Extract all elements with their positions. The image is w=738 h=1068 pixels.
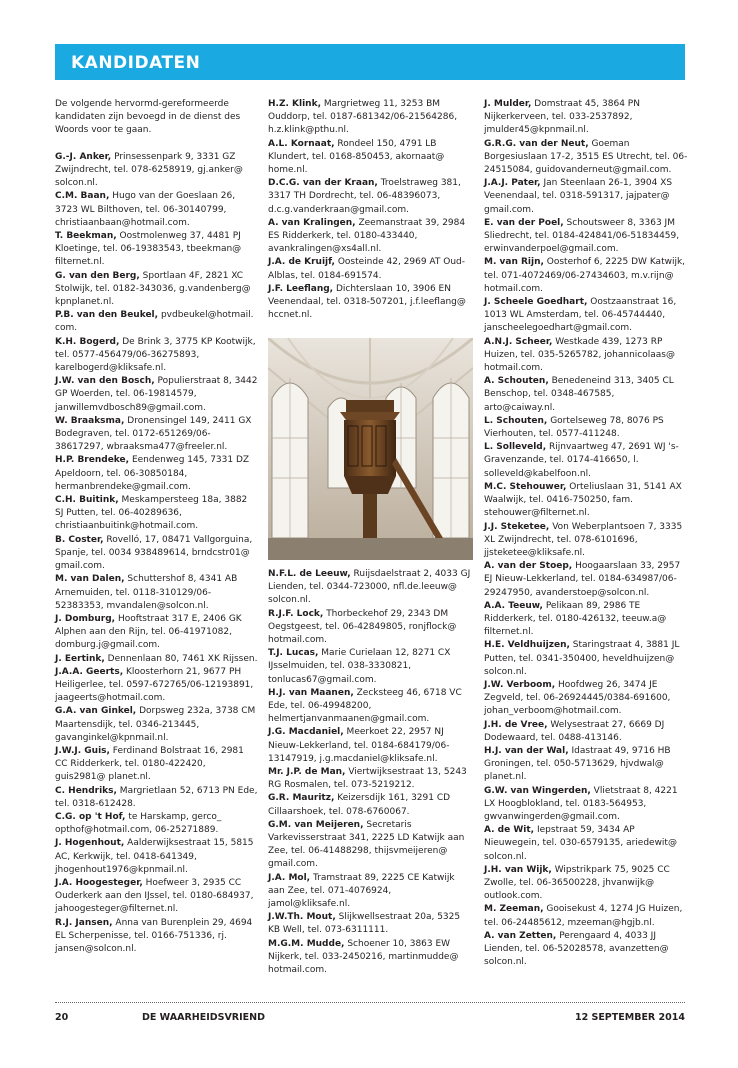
candidate-entry <box>268 911 473 937</box>
candidate-list-2 <box>268 98 473 322</box>
candidate-entry <box>484 375 688 415</box>
column-2-continued <box>268 568 473 977</box>
candidate-details: Oostmolenweg 37, 4481 PJ Kloetinge, tel. 06-19383543, tbeekman@ filternet.nl. <box>55 231 242 268</box>
candidate-details: Jan Steenlaan 26-1, 3904 XS Veenendaal, tel. 0318-591317, jajpater@ gmail.com. <box>484 178 673 215</box>
candidate-details: Schuttershof 8, 4341 AB Arnemuiden, tel. 0118-310129/06-52383353, mvandalen@solcon.nl. <box>55 574 238 611</box>
candidate-entry <box>484 639 688 679</box>
candidate-name: Mr. J.P. de Man, <box>268 767 346 778</box>
candidate-name: J.W. van den Bosch, <box>55 376 155 387</box>
candidate-entry <box>55 534 258 574</box>
candidate-entry <box>55 573 258 613</box>
candidate-details: Oosterhof 6, 2225 DW Katwijk, tel. 071-4072469/06-27434603, m.v.rijn@ hotmail.com. <box>484 257 686 294</box>
candidate-name: C.H. Buitink, <box>55 495 119 506</box>
candidate-name: J.H. de Vree, <box>484 719 548 730</box>
candidate-name: L. Solleveld, <box>484 442 547 453</box>
candidate-name: T.J. Lucas, <box>268 648 319 659</box>
candidate-entry <box>55 811 258 837</box>
candidate-name: J.A.A. Geerts, <box>55 666 124 677</box>
candidate-entry <box>484 930 688 970</box>
column-2 <box>268 98 473 322</box>
candidate-details: Pelikaan 89, 2986 TE Ridderkerk, tel. 0180-426132, teeuw.a@ filternet.nl. <box>484 600 667 638</box>
candidate-name: J.H. van Wijk, <box>484 864 552 875</box>
candidate-name: M. van Rijn, <box>484 257 544 268</box>
candidate-entry <box>55 190 258 230</box>
candidate-entry <box>268 98 473 138</box>
candidate-entry <box>484 785 688 825</box>
candidate-entry <box>55 230 258 270</box>
candidate-entry <box>55 270 258 310</box>
intro-paragraph: De volgende hervormd-gereformeerde kandidaten zijn bevoegd in de dienst des Woords voor te gaan. <box>55 99 241 136</box>
candidate-details: Ferdinand Bolstraat 16, 2981 CC Ridderkerk, tel. 0180-422420, guis2981@ planet.nl. <box>55 745 244 783</box>
candidate-name: A. van Kralingen, <box>268 217 356 228</box>
candidate-details: Vlietstraat 8, 4221 LX Hoogblokland, tel. 0183-564953, gwvanwingerden@gmail.com. <box>484 785 678 822</box>
candidate-name: L. Schouten, <box>484 415 548 426</box>
candidate-entry <box>55 454 258 494</box>
candidate-name: J.F. Leeflang, <box>268 283 334 294</box>
candidate-name: J.A. Hoogesteger, <box>55 877 143 888</box>
candidate-name: G.A. van Ginkel, <box>55 706 137 717</box>
candidate-entry <box>484 864 688 904</box>
candidate-details: Thorbeckehof 29, 2343 DM Oegstgeest, tel. 06-42849805, ronjflock@ hotmail.com. <box>268 608 457 646</box>
candidate-details: Eendenweg 145, 7331 DZ Apeldoorn, tel. 06-30850184, hermanbrendeke@gmail.com. <box>55 455 250 492</box>
candidate-details: Von Weberplantsoen 7, 3335 XL Zwijndrecht, tel. 078-6101696, jjsteketee@kliksafe.nl. <box>484 521 683 558</box>
candidate-name: H.J. van Maanen, <box>268 687 354 698</box>
candidate-name: G.M. van Meijeren, <box>268 819 364 830</box>
section-title: KANDIDATEN <box>71 53 201 73</box>
candidate-name: G.R.G. van der Neut, <box>484 138 589 149</box>
candidate-entry <box>268 608 473 648</box>
candidate-details: Zeemanstraat 39, 2984 ES Ridderkerk, tel. 0180-433440, avankralingen@xs4all.nl. <box>268 217 466 255</box>
candidate-details: Schoener 10, 3863 EW Nijkerk, tel. 033-2450216, martinmudde@ hotmail.com. <box>268 938 459 976</box>
candidate-name: C.M. Baan, <box>55 191 110 202</box>
candidate-entry <box>55 917 258 957</box>
candidate-entry <box>484 217 688 257</box>
candidate-details: Hoogaarslaan 33, 2957 EJ Nieuw-Lekkerland, tel. 0184-634987/06-29247950, avanderstoep@solcon.nl. <box>484 561 681 598</box>
candidate-details: Margrietweg 11, 3253 BM Ouddorp, tel. 0187-681342/06-21564286, h.z.klink@pthu.nl. <box>268 99 458 136</box>
candidate-entry <box>484 560 688 600</box>
candidate-details: Meerkoet 22, 2957 NJ Nieuw-Lekkerland, tel. 0184-684179/06-13147919, j.g.macdaniel@kliksafe.nl. <box>268 727 450 764</box>
candidate-entry <box>268 217 473 257</box>
candidate-details: Sportlaan 4F, 2821 XC Stolwijk, tel. 0182-343036, g.vandenberg@ kpnplanet.nl. <box>55 270 251 308</box>
candidate-name: J.A. de Kruijf, <box>268 257 335 268</box>
candidate-entry <box>484 415 688 441</box>
candidate-details: Hooftstraat 317 E, 2406 GK Alphen aan den Rijn, tel. 06-41971082, domburg.j@gmail.com. <box>55 613 242 651</box>
candidate-entry <box>55 336 258 376</box>
candidate-entry <box>268 938 473 978</box>
candidate-details: Hoofdweg 26, 3474 JE Zegveld, tel. 06-26924445/0384-691600, johan_verboom@hotmail.com. <box>484 679 671 717</box>
candidate-details: Viertwijksestraat 13, 5243 RG Rosmalen, tel. 073-5219212. <box>268 767 467 791</box>
candidate-name: N.F.L. de Leeuw, <box>268 569 351 579</box>
candidate-details: Keizersdijk 161, 3291 CD Cillaarshoek, tel. 078-6760067. <box>268 793 451 817</box>
candidate-details: Populierstraat 8, 3442 GP Woerden, tel. 06-19814579, janwillemvdbosch89@gmail.com. <box>55 376 258 413</box>
candidate-name: J. Scheele Goedhart, <box>484 297 588 308</box>
candidate-details: Secretaris Varkevisserstraat 341, 2225 LD Katwijk aan Zee, tel. 06-41488298, thijsvmeijeren@ gmail.com. <box>268 819 465 870</box>
candidate-name: T. Beekman, <box>55 231 117 242</box>
candidate-details: Hoefweer 3, 2935 CC Ouderkerk aan den IJssel, tel. 0180-684937, jahoogesteger@filternet.nl. <box>55 877 254 915</box>
candidate-name: H.J. van der Wal, <box>484 745 569 756</box>
candidate-details: Goeman Borgesiuslaan 17-2, 3515 ES Utrecht, tel. 06-24515084, guidovanderneut@gmail.com. <box>484 138 688 176</box>
candidate-entry <box>268 283 473 323</box>
candidate-name: A.A. Teeuw, <box>484 600 543 611</box>
candidate-entry <box>484 441 688 481</box>
candidate-name: P.B. van den Beukel, <box>55 310 159 321</box>
section-header-bar <box>55 44 685 80</box>
page-number: 20 <box>55 1012 69 1023</box>
candidate-name: C.G. op 't Hof, <box>55 811 126 822</box>
candidate-details: Anna van Burenplein 29, 4694 EL Scherpenisse, tel. 0166-751336, rj. jansen@solcon.nl. <box>55 917 253 954</box>
candidate-entry <box>484 600 688 640</box>
candidate-details: Dorpsweg 232a, 3738 CM Maartensdijk, tel. 0346-213445, gavanginkel@kpnmail.nl. <box>55 706 256 743</box>
candidate-entry <box>55 309 258 335</box>
candidate-name: A. Schouten, <box>484 376 549 387</box>
pulpit-illustration <box>268 338 473 560</box>
candidate-entry <box>484 824 688 864</box>
candidate-details: Margrietlaan 52, 6713 PN Ede, tel. 0318-612428. <box>55 785 258 809</box>
candidate-details: Dichterslaan 10, 3906 EN Veenendaal, tel. 0318-507201, j.f.leeflang@ hccnet.nl. <box>268 283 466 321</box>
candidate-entry <box>484 679 688 719</box>
candidate-entry <box>268 138 473 178</box>
candidate-details: Iepstraat 59, 3434 AP Nieuwegein, tel. 030-6579135, ariedewit@ solcon.nl. <box>484 825 677 862</box>
candidate-name: R.J. Jansen, <box>55 917 113 928</box>
candidate-entry <box>55 837 258 877</box>
candidate-list-1 <box>55 151 258 956</box>
candidate-details: Orteliuslaan 31, 5141 AX Waalwijk, tel. 0416-750250, fam. stehouwer@filternet.nl. <box>484 481 682 519</box>
candidate-details: Welysestraat 27, 6669 DJ Dodewaard, tel. 0488-413146. <box>484 719 665 743</box>
candidate-entry <box>268 792 473 818</box>
candidate-name: J.W.J. Guis, <box>55 745 110 756</box>
footer-divider <box>55 1002 685 1003</box>
candidate-entry <box>484 256 688 296</box>
candidate-name: M. van Dalen, <box>55 574 125 585</box>
candidate-name: B. Coster, <box>55 534 104 545</box>
candidate-name: M.G.M. Mudde, <box>268 938 345 949</box>
candidate-entry <box>55 613 258 653</box>
candidate-name: M. Zeeman, <box>484 904 544 915</box>
candidate-entry <box>484 521 688 561</box>
candidate-details: Oosteinde 42, 2969 AT Oud-Alblas, tel. 0184-691574. <box>268 257 465 281</box>
candidate-entry <box>55 375 258 415</box>
candidate-name: J.A.J. Pater, <box>484 178 541 189</box>
candidate-name: A. de Wit, <box>484 825 535 836</box>
candidate-name: W. Braaksma, <box>55 415 125 426</box>
candidate-details: Tramstraat 89, 2225 CE Katwijk aan Zee, tel. 071-4076924, jamol@kliksafe.nl. <box>268 872 455 910</box>
candidate-entry <box>484 336 688 376</box>
candidate-details: Prinsessenpark 9, 3331 GZ Zwijndrecht, tel. 078-6258919, gj.anker@ solcon.nl. <box>55 151 243 189</box>
magazine-name: DE WAARHEIDSVRIEND <box>142 1012 265 1023</box>
candidate-details: Troelstraweg 381, 3317 TH Dordrecht, tel. 06-48396073, d.c.g.vanderkraan@gmail.com. <box>268 178 461 215</box>
candidate-details: te Harskamp, gerco_ opthof@hotmail.com, 06-25271889. <box>55 811 222 836</box>
candidate-entry <box>268 766 473 792</box>
candidate-name: R.J.F. Lock, <box>268 608 324 619</box>
candidate-details: Perengaard 4, 4033 JJ Lienden, tel. 06-52028578, avanzetten@ solcon.nl. <box>484 930 669 968</box>
candidate-entry <box>268 256 473 282</box>
candidate-details: Benedeneind 313, 3405 CL Benschop, tel. 0348-467585, arto@caiway.nl. <box>484 376 674 413</box>
column-3 <box>484 98 688 969</box>
candidate-details: Westkade 439, 1273 RP Huizen, tel. 035-5265782, johannicolaas@ hotmail.com. <box>484 336 675 374</box>
candidate-entry <box>55 705 258 745</box>
candidate-name: J. Mulder, <box>484 99 532 109</box>
candidate-details: Wipstrikpark 75, 9025 CC Zwolle, tel. 06-36500228, jhvanwijk@ outlook.com. <box>484 864 670 902</box>
candidate-name: A. van Zetten, <box>484 930 557 941</box>
candidate-name: J.J. Steketee, <box>484 521 550 532</box>
candidate-details: Gooisekust 4, 1274 JG Huizen, tel. 06-24485612, mzeeman@hgjb.nl. <box>484 904 683 928</box>
candidate-details: Kloosterhorn 21, 9677 PH Heiligerlee, tel. 0597-672765/06-12193891, jaageerts@hotmail.com. <box>55 666 254 704</box>
candidate-entry <box>268 726 473 766</box>
candidate-details: Domstraat 45, 3864 PN Nijkerkerveen, tel. 033-2537892, jmulder45@kpnmail.nl. <box>484 99 640 136</box>
candidate-entry <box>484 296 688 336</box>
candidate-name: G.W. van Wingerden, <box>484 785 591 796</box>
candidate-entry <box>268 568 473 608</box>
candidate-name: G.R. Mauritz, <box>268 793 335 804</box>
candidate-details: Ruijsdaelstraat 2, 4033 GJ Lienden, tel. 0344-723000, nfl.de.leeuw@ solcon.nl. <box>268 569 471 606</box>
candidate-entry <box>268 872 473 912</box>
candidate-name: H.E. Veldhuijzen, <box>484 640 570 651</box>
candidate-entry <box>55 745 258 785</box>
candidate-entry <box>484 481 688 521</box>
candidate-details: pvdbeukel@hotmail. com. <box>55 310 254 334</box>
candidate-name: H.Z. Klink, <box>268 99 321 109</box>
candidate-details: Idastraat 49, 9716 HB Groningen, tel. 050-5713629, hjvdwal@ planet.nl. <box>484 745 671 783</box>
candidate-entry <box>268 647 473 687</box>
candidate-entry <box>484 745 688 785</box>
candidate-name: G.-J. Anker, <box>55 151 112 162</box>
candidate-entry <box>55 666 258 706</box>
candidate-details: Slijkwellsestraat 20a, 5325 KB Well, tel. 073-6311111. <box>268 912 461 936</box>
candidate-details: Rovelló, 17, 08471 Vallgorguina, Spanje, tel. 0034 938489614, brndcstr01@ gmail.com. <box>55 534 253 572</box>
candidate-details: Aalderwijksestraat 15, 5815 AC, Kerkwijk, tel. 0418-641349, jhogenhout1976@kpnmail.nl. <box>55 838 254 875</box>
candidate-details: Schoutsweer 8, 3363 JM Sliedrecht, tel. 0184-424841/06-51834459, erwinvanderpoel@gmail.com. <box>484 217 680 255</box>
candidate-name: A. van der Stoep, <box>484 561 573 572</box>
candidate-name: D.C.G. van der Kraan, <box>268 178 378 189</box>
candidate-entry <box>268 819 473 872</box>
candidate-entry <box>484 98 688 138</box>
candidate-name: J.A. Mol, <box>268 872 311 883</box>
candidate-details: Dennenlaan 80, 7461 XK Rijssen. <box>104 653 258 664</box>
candidate-entry <box>268 177 473 217</box>
candidate-details: Staringstraat 4, 3881 JL Putten, tel. 0341-350400, heveldhuijzen@ solcon.nl. <box>484 640 680 677</box>
candidate-entry <box>55 415 258 455</box>
candidate-entry <box>268 687 473 727</box>
candidate-name: E. van der Poel, <box>484 217 564 228</box>
candidate-list-3 <box>268 568 473 977</box>
candidate-entry <box>55 785 258 811</box>
column-1 <box>55 98 258 956</box>
candidate-details: Rijnvaartweg 47, 2691 WJ 's-Gravenzande, tel. 0174-416650, l. solleveld@kabelfoon.nl. <box>484 442 679 479</box>
candidate-name: J.W.Th. Mout, <box>268 912 336 923</box>
candidate-entry <box>484 719 688 745</box>
candidate-name: A.N.J. Scheer, <box>484 336 553 347</box>
candidate-entry <box>55 877 258 917</box>
candidate-name: J. Domburg, <box>55 613 116 624</box>
candidate-name: J. Hogenhout, <box>55 838 125 849</box>
candidate-details: Zecksteeg 46, 6718 VC Ede, tel. 06-49948200, helmertjanvanmaanen@gmail.com. <box>268 687 462 725</box>
candidate-name: J.G. Macdaniel, <box>268 727 344 738</box>
candidate-name: H.P. Brendeke, <box>55 455 130 466</box>
candidate-details: Marie Curielaan 12, 8271 CX IJsselmuiden, tel. 038-3330821, tonlucas67@gmail.com. <box>268 648 451 685</box>
candidate-name: J. Eertink, <box>55 653 105 664</box>
candidate-details: Gortelseweg 78, 8076 PS Vierhouten, tel. 0577-411248. <box>484 415 664 440</box>
candidate-list-4 <box>484 98 688 969</box>
candidate-details: Dronensingel 149, 2411 GX Bodegraven, tel. 0172-651269/06-38617297, wbraaksma477@freeler.nl. <box>55 415 252 453</box>
candidate-name: K.H. Bogerd, <box>55 336 120 347</box>
candidate-details: Oostzaanstraat 16, 1013 WL Amsterdam, tel. 06-45744440, janscheelegoedhart@gmail.com. <box>484 297 677 334</box>
candidate-name: M.C. Stehouwer, <box>484 481 567 492</box>
candidate-entry <box>484 138 688 178</box>
candidate-entry <box>484 903 688 929</box>
candidate-entry <box>55 653 258 666</box>
candidate-details: Hugo van der Goeslaan 26, 3723 WL Bilthoven, tel. 06-30140799, christiaanbaan@hotmail.com. <box>55 191 236 228</box>
candidate-name: G. van den Berg, <box>55 270 140 281</box>
candidate-details: Rondeel 150, 4791 LB Klundert, tel. 0168-850453, akornaat@ home.nl. <box>268 138 445 176</box>
candidate-entry <box>484 177 688 217</box>
candidate-details: De Brink 3, 3775 KP Kootwijk, tel. 0577-456479/06-36275893, karelbogerd@kliksafe.nl. <box>55 336 256 374</box>
issue-date: 12 SEPTEMBER 2014 <box>574 1012 685 1023</box>
candidate-name: J.W. Verboom, <box>484 679 556 690</box>
church-pulpit-photo <box>268 338 473 560</box>
candidate-details: Meskampersteeg 18a, 3882 SJ Putten, tel. 06-40289636, christiaanbuitink@hotmail.com. <box>55 495 248 532</box>
candidate-entry <box>55 494 258 534</box>
candidate-name: C. Hendriks, <box>55 785 117 796</box>
candidate-name: A.L. Kornaat, <box>268 138 335 149</box>
candidate-entry <box>55 151 258 191</box>
